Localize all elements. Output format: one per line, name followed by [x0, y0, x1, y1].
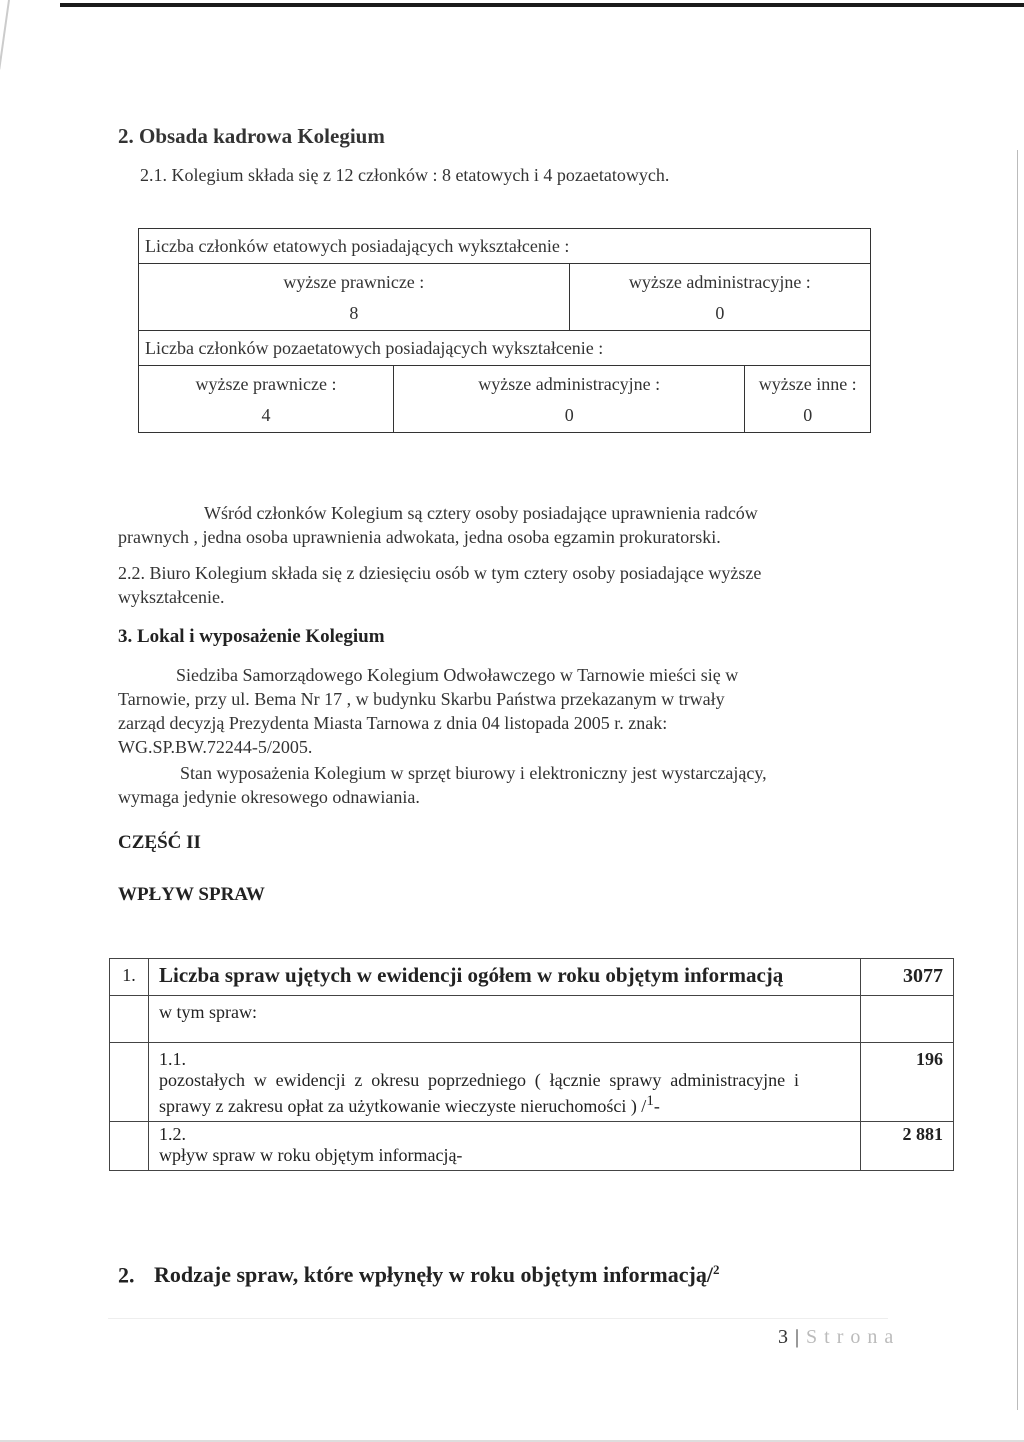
total-cases-value: 3077 — [861, 959, 954, 996]
paragraph-2-2-line2: wykształcenie. — [118, 587, 225, 607]
page-word: S t r o n a — [806, 1326, 895, 1348]
cell-label: wyższe prawnicze : — [283, 272, 425, 292]
page-number: 3 — [778, 1326, 788, 1348]
footer-separator: | — [795, 1326, 800, 1348]
carried-over-value: 196 — [861, 1043, 954, 1122]
cell-value: 8 — [349, 303, 359, 323]
row-number: 1. — [110, 959, 149, 996]
case-types-heading — [118, 1262, 719, 1288]
equipment-line2: wymaga jedynie okresowego odnawiania. — [118, 787, 420, 807]
footnote-marker: 2 — [712, 1262, 720, 1277]
carried-over-row — [149, 1043, 861, 1122]
premises-line2: Tarnowie, przy ul. Bema Nr 17 , w budynku Skarbu Państwa przekazanym w trwały — [118, 689, 725, 709]
cell-label: wyższe administracyjne : — [628, 272, 811, 292]
equipment-line1: Stan wyposażenia Kolegium w sprzęt biurowy i elektroniczny jest wystarczający, — [180, 763, 767, 783]
part-time-law-cell — [139, 366, 394, 433]
premises-line4: WG.SP.BW.72244-5/2005. — [118, 737, 313, 757]
carried-over-text — [159, 1070, 799, 1117]
sub-number: 1.1. — [159, 1049, 186, 1069]
row-number-empty — [110, 1043, 149, 1122]
premises-line3: zarząd decyzją Prezydenta Miasta Tarnowa z dnia 04 listopada 2005 r. znak: — [118, 713, 668, 733]
paragraph-members-line1: Wśród członków Kolegium są cztery osoby posiadające uprawnienia radców — [204, 503, 758, 523]
inflow-row — [149, 1122, 861, 1171]
cell-label: wyższe administracyjne : — [478, 374, 661, 394]
caption-part-time: Liczba członków pozaetatowych posiadających wykształcenie : — [139, 331, 871, 366]
cell-value: 4 — [261, 405, 271, 425]
paragraph-2-2-line1: 2.2. Biuro Kolegium składa się z dziesięciu osób w tym cztery osoby posiadające wyższe — [118, 563, 762, 583]
total-cases-label: Liczba spraw ujętych w ewidencji ogółem w roku objętym informacją — [149, 959, 861, 996]
section-heading-premises: 3. Lokal i wyposażenie Kolegium — [118, 626, 385, 647]
full-time-law-cell — [139, 264, 570, 331]
case-count-table — [109, 958, 954, 1171]
case-types-number: 2. — [118, 1262, 135, 1288]
inflow-value: 2 881 — [861, 1122, 954, 1171]
carried-over-text-body: pozostałych w ewidencji z okresu poprzedniego ( łącznie sprawy administracyjne i sprawy z zakresu opłat za użytkowanie wieczyste nieruchomości ) / — [159, 1070, 799, 1116]
page-footer — [778, 1326, 894, 1349]
row-number-empty — [110, 996, 149, 1043]
scan-right-edge — [1017, 150, 1018, 1410]
full-time-admin-cell — [569, 264, 870, 331]
row-number-empty — [110, 1122, 149, 1171]
case-inflow-heading: WPŁYW SPRAW — [118, 884, 265, 905]
cell-label: wyższe inne : — [758, 374, 857, 394]
caption-full-time: Liczba członków etatowych posiadających wykształcenie : — [139, 229, 871, 264]
footer-separator-line — [108, 1318, 888, 1319]
inflow-text: wpływ spraw w roku objętym informacją- — [159, 1145, 463, 1165]
section-heading-staff: 2. Obsada kadrowa Kolegium — [118, 124, 385, 148]
premises-line1: Siedziba Samorządowego Kolegium Odwoławczego w Tarnowie mieści się w — [176, 665, 739, 685]
cell-value: 0 — [803, 405, 813, 425]
cell-value: 0 — [564, 405, 574, 425]
of-which-label: w tym spraw: — [149, 996, 861, 1043]
carried-over-tail: - — [653, 1096, 660, 1116]
of-which-value-empty — [861, 996, 954, 1043]
education-table — [138, 228, 871, 433]
footnote-marker: 1 — [646, 1093, 654, 1109]
cell-value: 0 — [715, 303, 725, 323]
cell-label: wyższe prawnicze : — [195, 374, 337, 394]
paragraph-members-line2: prawnych , jedna osoba uprawnienia adwokata, jedna osoba egzamin prokuratorski. — [118, 527, 721, 547]
part-time-admin-cell — [394, 366, 745, 433]
paragraph-2-1: 2.1. Kolegium składa się z 12 członków : 8 etatowych i 4 pozaetatowych. — [140, 165, 670, 185]
part-time-other-cell — [745, 366, 871, 433]
sub-number: 1.2. — [159, 1124, 186, 1144]
case-types-text: Rodzaje spraw, które wpłynęły w roku objętym informacją/ — [154, 1262, 713, 1288]
scan-artifact — [0, 0, 10, 69]
scan-top-border — [60, 3, 1024, 7]
part-ii-heading: CZĘŚĆ II — [118, 832, 201, 853]
